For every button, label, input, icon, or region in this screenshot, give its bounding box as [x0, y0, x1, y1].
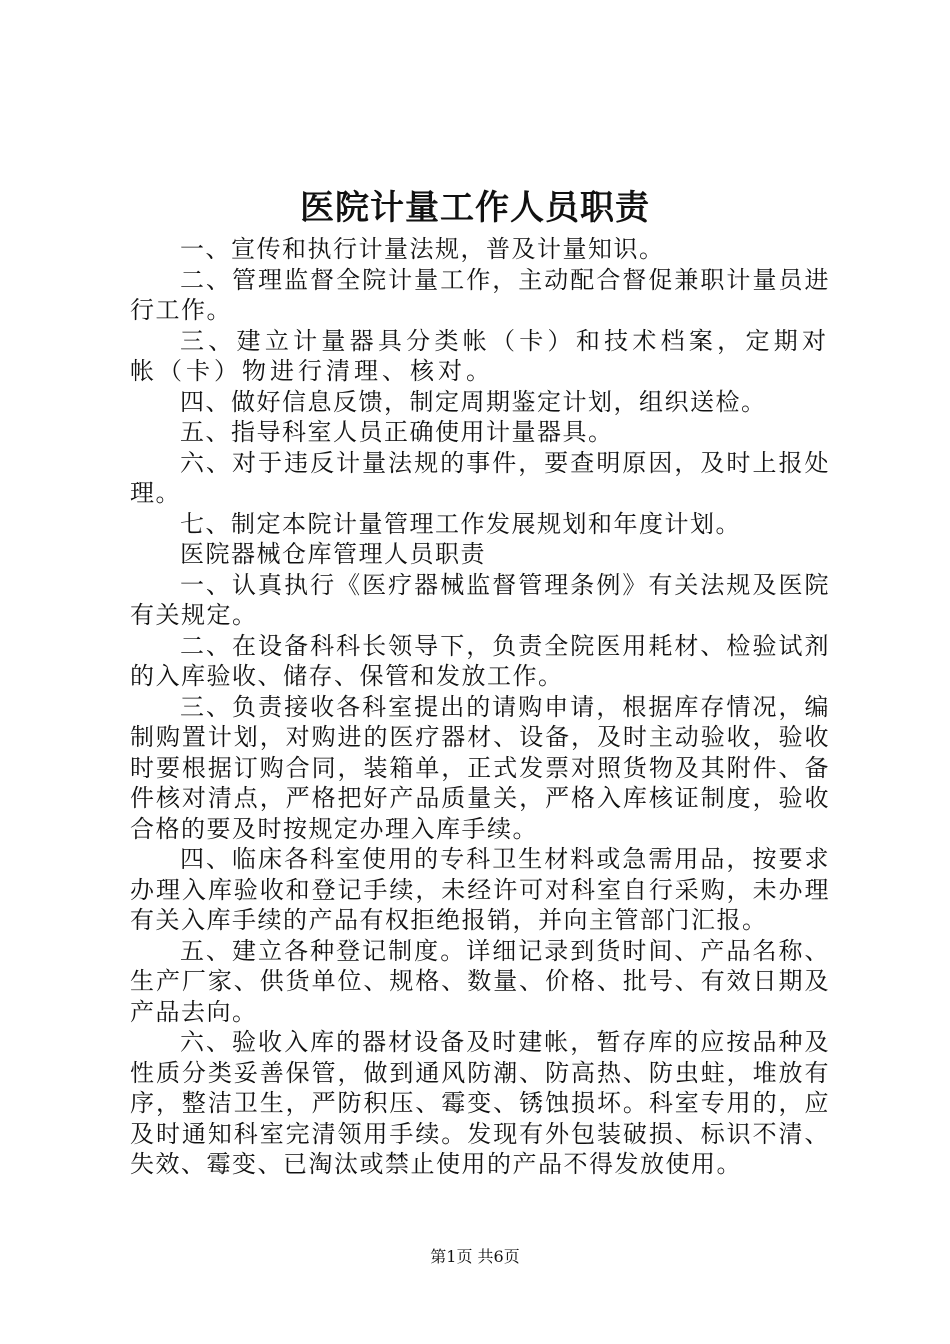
paragraph-2: 二、管理监督全院计量工作，主动配合督促兼职计量员进行工作。	[130, 265, 830, 324]
paragraph-3: 三、建立计量器具分类帐（卡）和技术档案，定期对帐（卡）物进行清理、核对。	[130, 326, 830, 385]
page-number-footer: 第1页 共6页	[430, 1247, 520, 1266]
paragraph-13: 五、建立各种登记制度。详细记录到货时间、产品名称、生产厂家、供货单位、规格、数量、价格、批号、有效日期及产品去向。	[130, 936, 830, 1026]
paragraph-6: 六、对于违反计量法规的事件，要查明原因，及时上报处理。	[130, 448, 830, 507]
paragraph-9: 一、认真执行《医疗器械监督管理条例》有关法规及医院有关规定。	[130, 570, 830, 629]
paragraph-11: 三、负责接收各科室提出的请购申请，根据库存情况，编制购置计划，对购进的医疗器材、设备，及时主动验收，验收时要根据订购合同，装箱单，正式发票对照货物及其附件、备件核对清点，严格把好产品质量关，严格入库核证制度，验收合格的要及时按规定办理入库手续。	[130, 692, 830, 843]
section-heading: 医院器械仓库管理人员职责	[180, 540, 486, 568]
document-title: 医院计量工作人员职责	[300, 188, 650, 228]
paragraph-1: 一、宣传和执行计量法规，普及计量知识。	[180, 235, 665, 263]
paragraph-12: 四、临床各科室使用的专科卫生材料或急需用品，按要求办理入库验收和登记手续，未经许可对科室自行采购，未办理有关入库手续的产品有权拒绝报销，并向主管部门汇报。	[130, 845, 830, 934]
paragraph-10: 二、在设备科科长领导下，负责全院医用耗材、检验试剂的入库验收、储存、保管和发放工作。	[130, 631, 830, 690]
paragraph-7: 七、制定本院计量管理工作发展规划和年度计划。	[180, 509, 741, 538]
document-body	[130, 234, 830, 1180]
paragraph-14: 六、验收入库的器材设备及时建帐，暂存库的应按品种及性质分类妥善保管，做到通风防潮、防高热、防虫蛀，堆放有序，整洁卫生，严防积压、霉变、锈蚀损坏。科室专用的，应及时通知科室完清领用手续。发现有外包装破损、标识不清、失效、霉变、已淘汰或禁止使用的产品不得发放使用。	[130, 1028, 830, 1178]
paragraph-5: 五、指导科室人员正确使用计量器具。	[180, 418, 614, 446]
paragraph-4: 四、做好信息反馈，制定周期鉴定计划，组织送检。	[180, 387, 767, 416]
